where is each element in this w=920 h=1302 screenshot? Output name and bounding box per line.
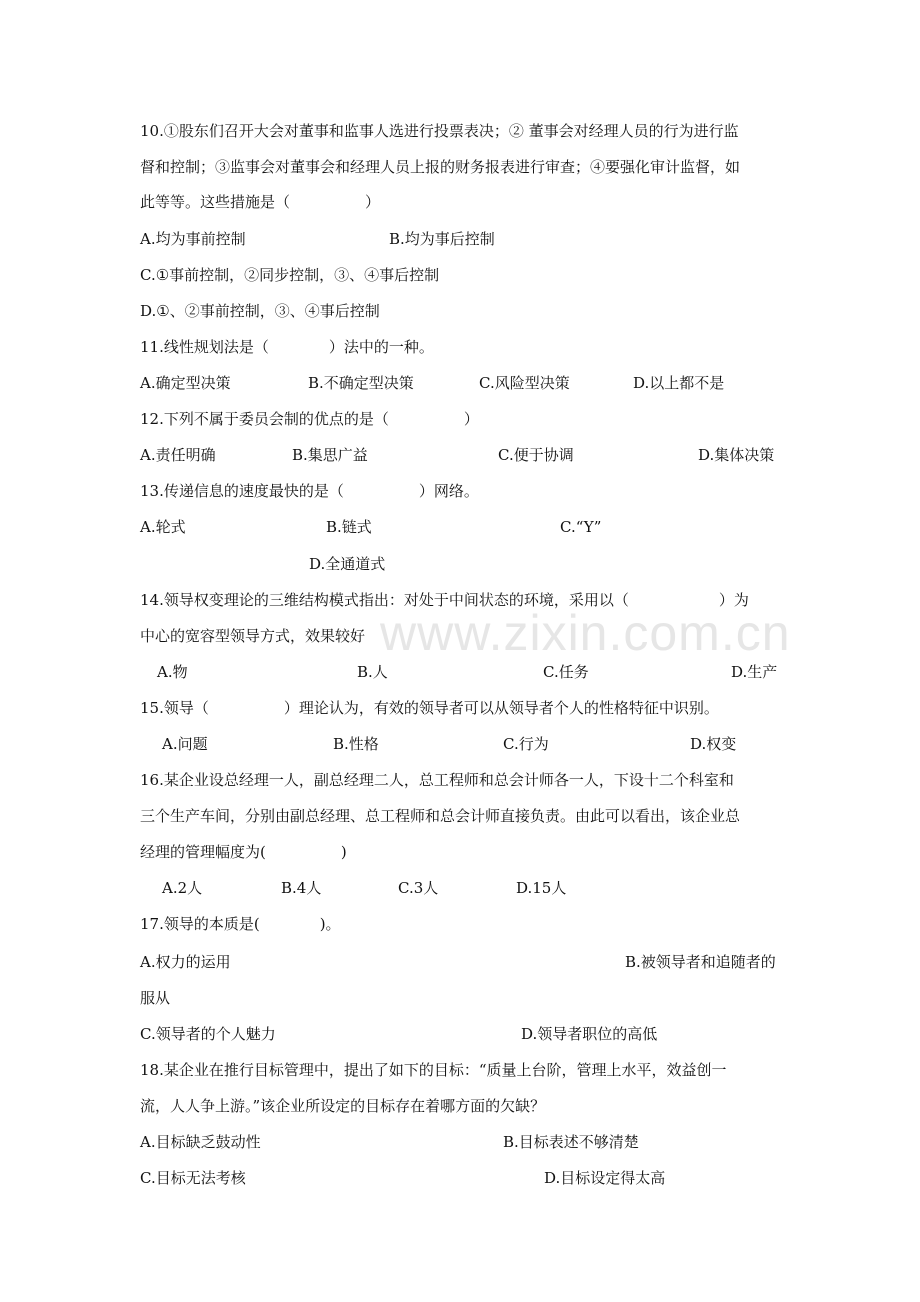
q17-option-a: A.权力的运用 bbox=[140, 953, 231, 971]
q10-option-a: A.均为事前控制 bbox=[140, 230, 246, 248]
q18-option-d: D.目标设定得太高 bbox=[544, 1169, 666, 1187]
q15-option-a: A.问题 bbox=[162, 735, 208, 753]
q17-option-c: C.领导者的个人魅力 bbox=[140, 1025, 276, 1043]
q10-stem-line3: 此等等。这些措施是（ ） bbox=[140, 193, 381, 211]
q14-stem-line2: 中心的宽容型领导方式，效果较好 bbox=[140, 627, 366, 645]
q18-option-c: C.目标无法考核 bbox=[140, 1169, 246, 1187]
q10-stem-line2: 督和控制；③监事会对董事会和经理人员上报的财务报表进行审查；④要强化审计监督，如 bbox=[140, 158, 741, 176]
q14-stem-line1: 14.领导权变理论的三维结构模式指出：对处于中间状态的环境，采用以（ ）为 bbox=[140, 591, 749, 609]
q12-option-b: B.集思广益 bbox=[292, 446, 368, 464]
q10-option-c: C.①事前控制，②同步控制，③、④事后控制 bbox=[140, 266, 440, 284]
q15-option-c: C.行为 bbox=[503, 735, 549, 753]
q16-option-b: B.4人 bbox=[281, 879, 322, 897]
q14-option-b: B.人 bbox=[357, 663, 388, 681]
q10-stem-line1: 10.①股东们召开大会对董事和监事人选进行投票表决；② 董事会对经理人员的行为进行监 bbox=[140, 122, 739, 140]
q14-option-a: A.物 bbox=[157, 663, 188, 681]
q16-stem-line3: 经理的管理幅度为( ) bbox=[140, 843, 347, 861]
q12-option-d: D.集体决策 bbox=[698, 446, 775, 464]
q12-option-c: C.便于协调 bbox=[498, 446, 574, 464]
q18-option-b: B.目标表述不够清楚 bbox=[503, 1133, 639, 1151]
q13-stem: 13.传递信息的速度最快的是（ ）网络。 bbox=[140, 482, 479, 500]
q16-stem-line2: 三个生产车间，分别由副总经理、总工程师和总会计师直接负责。由此可以看出，该企业总 bbox=[140, 807, 741, 825]
q12-option-a: A.责任明确 bbox=[140, 446, 216, 464]
q13-option-d: D.全通道式 bbox=[309, 555, 386, 573]
q10-option-d: D.①、②事前控制，③、④事后控制 bbox=[140, 302, 380, 320]
q17-option-d: D.领导者职位的高低 bbox=[521, 1025, 658, 1043]
q18-stem-line2: 流，人人争上游。”该企业所设定的目标存在着哪方面的欠缺？ bbox=[140, 1097, 546, 1115]
q18-option-a: A.目标缺乏鼓动性 bbox=[140, 1133, 261, 1151]
q16-option-c: C.3人 bbox=[398, 879, 439, 897]
q11-option-d: D.以上都不是 bbox=[633, 374, 725, 392]
q11-option-a: A.确定型决策 bbox=[140, 374, 231, 392]
q16-stem-line1: 16.某企业设总经理一人，副总经理二人，总工程师和总会计师各一人，下设十二个科室和 bbox=[140, 771, 734, 789]
q17-stem: 17.领导的本质是( )。 bbox=[140, 915, 341, 933]
q16-option-d: D.15人 bbox=[516, 879, 567, 897]
q15-option-d: D.权变 bbox=[690, 735, 737, 753]
q16-option-a: A.2人 bbox=[162, 879, 203, 897]
q13-option-b: B.链式 bbox=[326, 518, 372, 536]
watermark: www.zixin.com.cn bbox=[380, 605, 791, 661]
q15-stem: 15.领导（ ）理论认为，有效的领导者可以从领导者个人的性格特征中识别。 bbox=[140, 699, 719, 717]
q17-option-b-continued: 服从 bbox=[140, 989, 171, 1007]
q13-option-a: A.轮式 bbox=[140, 518, 186, 536]
q11-stem: 11.线性规划法是（ ）法中的一种。 bbox=[140, 338, 434, 356]
q12-stem: 12.下列不属于委员会制的优点的是（ ） bbox=[140, 410, 479, 428]
q14-option-d: D.生产 bbox=[731, 663, 778, 681]
q13-option-c: C.“Y” bbox=[560, 518, 602, 536]
q10-option-b: B.均为事后控制 bbox=[389, 230, 495, 248]
q11-option-b: B.不确定型决策 bbox=[308, 374, 414, 392]
q15-option-b: B.性格 bbox=[333, 735, 379, 753]
q14-option-c: C.任务 bbox=[543, 663, 589, 681]
q17-option-b: B.被领导者和追随者的 bbox=[625, 953, 776, 971]
q18-stem-line1: 18.某企业在推行目标管理中，提出了如下的目标：“质量上台阶，管理上水平，效益创一 bbox=[140, 1061, 727, 1079]
q11-option-c: C.风险型决策 bbox=[479, 374, 570, 392]
